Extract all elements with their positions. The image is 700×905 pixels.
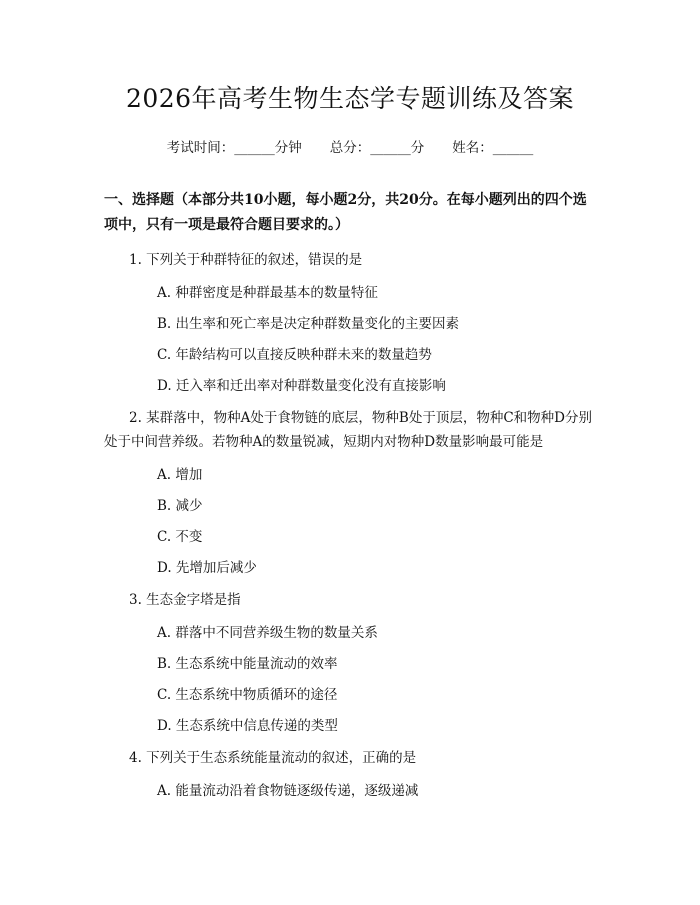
option-a: A. 群落中不同营养级生物的数量关系 (157, 625, 378, 641)
option-list (104, 781, 596, 801)
option-b: B. 出生率和死亡率是决定种群数量变化的主要因素 (157, 316, 460, 332)
total-score-field: 总分：______分 (329, 140, 425, 156)
question-stem: 4. 下列关于生态系统能量流动的叙述，正确的是 (129, 750, 417, 766)
option-b: B. 生态系统中能量流动的效率 (157, 656, 338, 672)
question-stem: 1. 下列关于种群特征的叙述，错误的是 (129, 252, 363, 268)
option-list (104, 283, 596, 396)
option-a: A. 能量流动沿着食物链逐级传递，逐级递减 (157, 783, 419, 799)
question-3 (104, 588, 596, 736)
question-1 (104, 248, 596, 396)
option-a: A. 增加 (157, 467, 203, 483)
page-title: 2026年高考生物生态学专题训练及答案 (125, 84, 575, 113)
student-name-field: 姓名：______ (452, 140, 534, 156)
option-b: B. 减少 (157, 498, 203, 514)
option-list (104, 623, 596, 736)
option-list (104, 465, 596, 578)
option-d: D. 先增加后减少 (157, 560, 257, 576)
exam-time-field: 考试时间：______分钟 (166, 140, 302, 156)
option-a: A. 种群密度是种群最基本的数量特征 (157, 285, 378, 301)
question-stem: 3. 生态金字塔是指 (129, 592, 241, 608)
option-c: C. 年龄结构可以直接反映种群未来的数量趋势 (157, 347, 432, 363)
exam-info-row (104, 138, 596, 158)
option-d: D. 生态系统中信息传递的类型 (157, 718, 338, 734)
question-4 (104, 746, 596, 801)
section-heading: 一、选择题（本部分共10小题，每小题2分，共20分。在每小题列出的四个选项中，只有一项是最符合题目要求的。） (104, 192, 587, 233)
question-2 (104, 406, 596, 578)
option-d: D. 迁入率和迁出率对种群数量变化没有直接影响 (157, 378, 446, 394)
option-c: C. 生态系统中物质循环的途径 (157, 687, 338, 703)
question-stem: 2. 某群落中，物种A处于食物链的底层，物种B处于顶层，物种C和物种D分别处于中间营养级。若物种A的数量锐减，短期内对物种D数量影响最可能是 (104, 410, 592, 450)
option-c: C. 不变 (157, 529, 203, 545)
